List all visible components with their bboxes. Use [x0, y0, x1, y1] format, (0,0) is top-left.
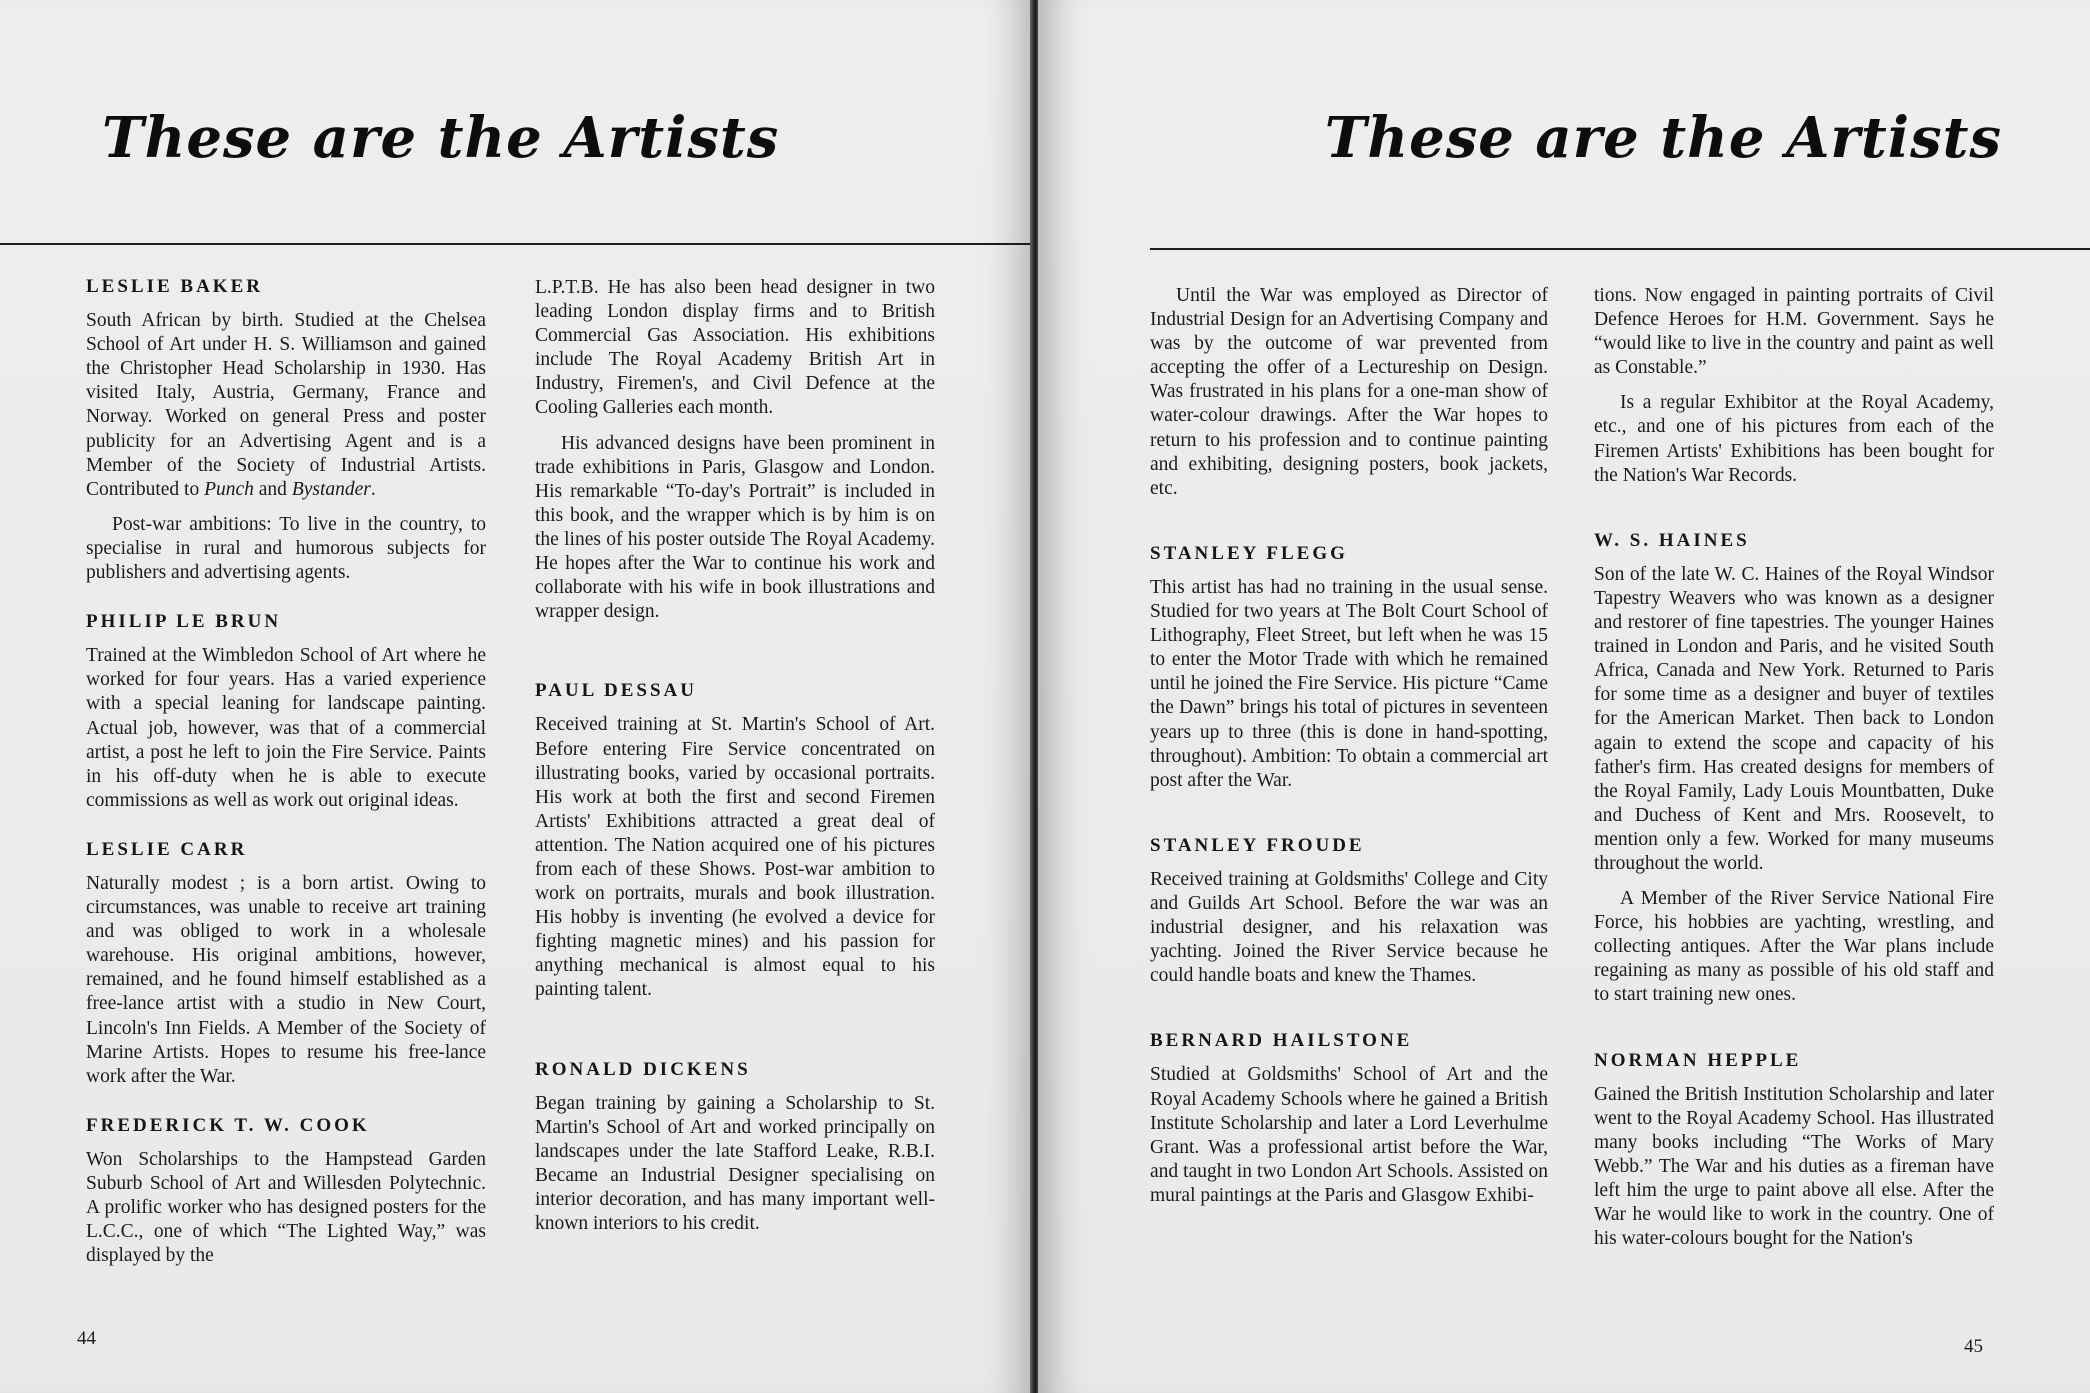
right-page — [1038, 0, 2090, 1393]
artist-name: NORMAN HEPPLE — [1594, 1049, 1802, 1071]
artist-bio: His advanced designs have been prominent in trade exhibitions in Paris, Glasgow and London. His remarkable “To-day's Portrait” is included in this book, and the wrapper which is by him is on the lines of his poster outside The Royal Academy. He hopes after the War to continue his work and collaborate with his wife in book illustrations and wrapper design. — [535, 432, 935, 623]
artist-bio: Studied at Goldsmiths' School of Art and the Royal Academy Schools where he gained a British Institute Scholarship and later a Lord Leverhulme Grant. Was a professional artist before the War, and taught in two London Art Schools. Assisted on mural paintings at the Paris and Glasgow Exhibi- — [1150, 1064, 1548, 1206]
artist-bio: Began training by gaining a Scholarship to St. Martin's School of Art and worked principally on landscapes under the late Stafford Leake, R.B.I. Became an Industrial Designer specialising on interior decoration, and has many important well-known interiors to his credit. — [535, 1092, 935, 1235]
artist-bio: Gained the British Institution Scholarship and later went to the Royal Academy School. Has illustrated many books including “The Works of Mary Webb.” The War and his duties as a fireman have left him the urge to paint above all else. After the War he would like to work in the country. One of his water-colours bought for the Nation's — [1594, 1083, 1994, 1250]
artist-name: W. S. HAINES — [1594, 529, 1750, 551]
artist-name: PHILIP LE BRUN — [86, 611, 282, 633]
artist-bio: This artist has had no training in the usual sense. Studied for two years at The Bolt Court School of Lithography, Fleet Street, but left when he was 15 to enter the Motor Trade with which he remained until he joined the Fire Service. His picture “Came the Dawn” brings his total of pictures in seventeen years up to three (this is done in hand-spotting, throughout). Ambition: To obtain a commercial art post after the War. — [1150, 576, 1548, 791]
left-column-1 — [86, 275, 486, 1279]
page-number: 45 — [1964, 1336, 1983, 1357]
heading-rule — [0, 243, 1032, 245]
artist-name: STANLEY FLEGG — [1150, 542, 1348, 564]
artist-bio: tions. Now engaged in painting portraits of Civil Defence Heroes for H.M. Government. Says he “would like to live in the country and paint as well as Constable.” — [1594, 285, 1994, 379]
artist-name: RONALD DICKENS — [535, 1058, 751, 1080]
artist-bio: Post-war ambitions: To live in the country, to specialise in rural and humorous subjects for publishers and advertising agents. — [86, 513, 486, 584]
artist-name: PAUL DESSAU — [535, 680, 697, 702]
artist-bio: Won Scholarships to the Hampstead Garden Suburb School of Art and Willesden Polytechnic. A prolific worker who has designed posters for the L.C.C., one of which “The Lighted Way,” was displayed by the — [86, 1148, 486, 1267]
artist-bio: Received training at St. Martin's School of Art. Before entering Fire Service concentrated on illustrating books, varied by occasional portraits. His work at both the first and second Firemen Artists' Exhibitions attracted a great deal of attention. The Nation acquired one of his pictures from each of these Shows. Post-war ambition to work on portraits, murals and book illustration. His hobby is inventing (he evolved a device for fighting magnetic mines) and his passion for anything mechanical is almost equal to his painting talent. — [535, 714, 935, 1001]
artist-bio: South African by birth. Studied at the Chelsea School of Art under H. S. Williamson and gained the Christopher Head Scholarship in 1930. Has visited Italy, Austria, Germany, France and Norway. Worked on general Press and poster publicity for an Advertising Agent and is a Member of the Society of Industrial Artists. Contributed to Punch and Bystander. — [86, 310, 486, 500]
artist-name: FREDERICK T. W. COOK — [86, 1114, 370, 1136]
artist-bio: Son of the late W. C. Haines of the Royal Windsor Tapestry Weavers who was known as a designer and restorer of fine tapestries. The younger Haines trained in London and Paris, and he visited South Africa, Canada and New York. Returned to Paris for some time as a designer and buyer of textiles for the American Market. Then back to London again to extend the scope and capacity of his father's firm. Has created designs for members of the Royal Family, Lady Louis Mountbatten, Duke and Duchess of Kent and Mrs. Roosevelt, to mention only a few. Worked for many museums throughout the world. — [1594, 563, 1994, 874]
artist-name: STANLEY FROUDE — [1150, 834, 1365, 856]
artist-bio: Trained at the Wimbledon School of Art where he worked for four years. Has a varied experience with a special leaning for landscape painting. Actual job, however, was that of a commercial artist, a post he left to join the Fire Service. Paints in his off-duty when he is able to execute commissions as well as work out original ideas. — [86, 645, 486, 811]
artist-name: LESLIE BAKER — [86, 276, 263, 297]
artist-bio: Is a regular Exhibitor at the Royal Academy, etc., and one of his pictures from each of the Firemen Artists' Exhibitions has been bought for the Nation's War Records. — [1594, 392, 1994, 486]
page-heading: These are the Artists — [102, 105, 780, 171]
page-heading: These are the Artists — [1324, 105, 2002, 171]
artist-bio: Naturally modest ; is a born artist. Owing to circumstances, was unable to receive art training and was obliged to work in a wholesale warehouse. His original ambitions, however, remained, and he found himself established as a free-lance artist with a studio in New Court, Lincoln's Inn Fields. A Member of the Society of Marine Artists. Hopes to resume his free-lance work after the War. — [86, 872, 486, 1087]
right-column-2 — [1594, 284, 1994, 1262]
artist-bio: Until the War was employed as Director of Industrial Design for an Advertising Company and was by the outcome of war prevented from accepting the offer of a Lectureship on Design. Was frustrated in his plans for a one-man show of water-colour drawings. After the War hopes to return to his profession and to continue painting and exhibiting, designing posters, book jackets, etc. — [1150, 285, 1548, 499]
heading-rule — [1150, 248, 2090, 250]
artist-name: BERNARD HAILSTONE — [1150, 1030, 1413, 1052]
artist-name: LESLIE CARR — [86, 838, 248, 860]
left-page — [0, 0, 1032, 1393]
artist-bio: A Member of the River Service National Fire Force, his hobbies are yachting, wrestling, and collecting antiques. After the War plans include regaining as many as possible of his old staff and to start training new ones. — [1594, 888, 1994, 1006]
artist-bio: L.P.T.B. He has also been head designer in two leading London display firms and to British Commercial Gas Association. His exhibitions include The Royal Academy British Art in Industry, Firemen's, and Civil Defence at the Cooling Galleries each month. — [535, 277, 935, 419]
artist-bio: Received training at Goldsmiths' College and City and Guilds Art School. Before the war was an industrial designer, and his relaxation was yachting. Joined the River Service because he could handle boats and knew the Thames. — [1150, 868, 1548, 987]
page-number: 44 — [77, 1328, 96, 1349]
right-column-1 — [1150, 284, 1548, 1219]
left-column-2 — [535, 276, 935, 1247]
